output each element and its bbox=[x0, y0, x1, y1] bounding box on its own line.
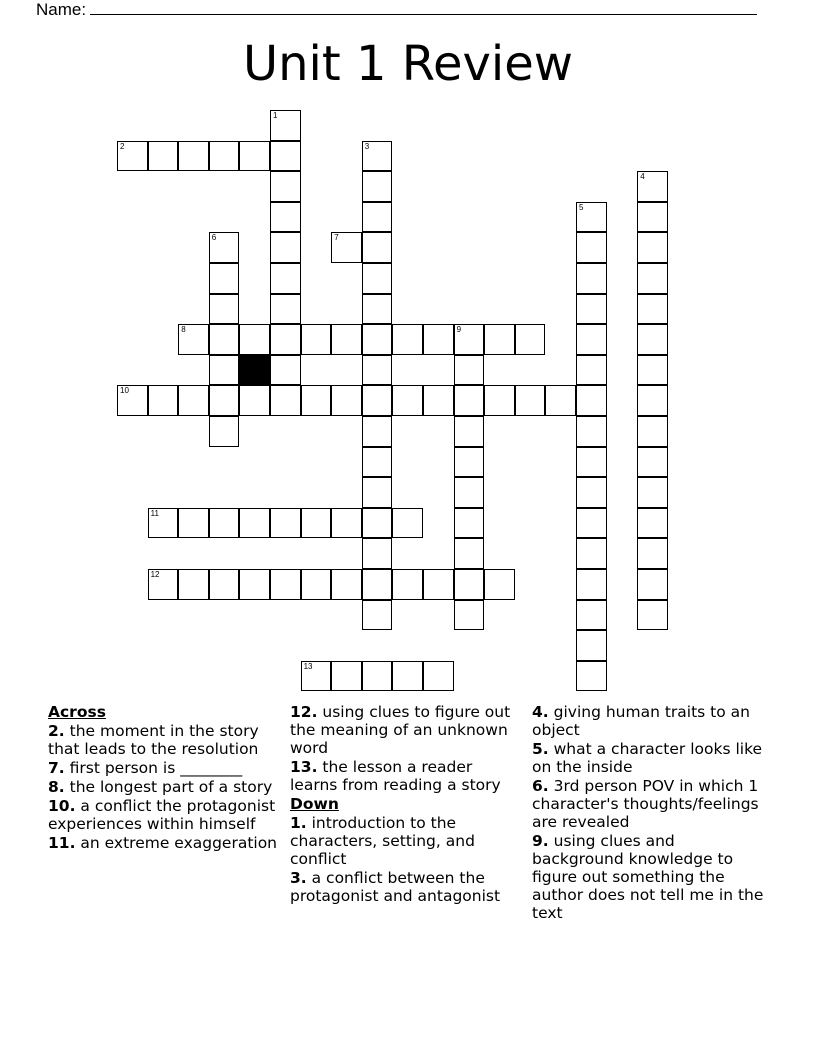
grid-cell[interactable] bbox=[576, 385, 607, 416]
grid-cell[interactable] bbox=[576, 202, 607, 233]
grid-cell[interactable] bbox=[637, 232, 668, 263]
grid-cell[interactable] bbox=[484, 324, 515, 355]
across-heading: Across bbox=[48, 703, 106, 721]
name-blank-line[interactable] bbox=[90, 0, 757, 15]
grid-cell[interactable] bbox=[637, 202, 668, 233]
grid-cell[interactable] bbox=[239, 324, 270, 355]
grid-cell[interactable] bbox=[178, 508, 209, 539]
grid-cell[interactable] bbox=[423, 569, 454, 600]
down-clue: 4. giving human traits to an object bbox=[532, 703, 750, 739]
clue-column-3 bbox=[532, 703, 766, 923]
cell-number: 11 bbox=[150, 508, 159, 518]
cell-number: 1 bbox=[273, 111, 278, 120]
grid-cell[interactable] bbox=[392, 661, 423, 692]
grid-cell[interactable] bbox=[454, 416, 485, 447]
grid-cell[interactable] bbox=[301, 508, 332, 539]
grid-cell[interactable] bbox=[392, 324, 423, 355]
clue-column-1 bbox=[48, 703, 282, 853]
grid-cell[interactable] bbox=[423, 324, 454, 355]
grid-cell[interactable] bbox=[270, 508, 301, 539]
name-field[interactable] bbox=[36, 0, 757, 20]
across-clue: 8. the longest part of a story bbox=[48, 778, 273, 796]
cell-number: 3 bbox=[364, 141, 370, 151]
grid-cell[interactable] bbox=[239, 385, 270, 416]
grid-cell[interactable] bbox=[637, 171, 668, 202]
grid-cell[interactable] bbox=[637, 569, 668, 600]
grid-cell[interactable] bbox=[270, 263, 301, 294]
across-clue: 2. the moment in the story that leads to the resolution bbox=[48, 722, 259, 758]
page-title: Unit 1 Review bbox=[242, 36, 574, 92]
grid-cell[interactable] bbox=[576, 538, 607, 569]
cell-number: 9 bbox=[456, 325, 462, 335]
grid-cell[interactable] bbox=[362, 171, 393, 202]
grid-cell[interactable] bbox=[301, 324, 332, 355]
grid-cell[interactable] bbox=[239, 508, 270, 539]
cell-number: 2 bbox=[120, 141, 125, 151]
grid-cell[interactable] bbox=[209, 232, 240, 263]
down-clue: 6. 3rd person POV in which 1 character's thoughts/feelings are revealed bbox=[532, 777, 759, 831]
grid-cell[interactable] bbox=[117, 385, 148, 416]
grid-cell[interactable] bbox=[331, 324, 362, 355]
grid-cell[interactable] bbox=[362, 385, 393, 416]
grid-cell[interactable] bbox=[178, 141, 209, 172]
grid-cell[interactable] bbox=[576, 508, 607, 539]
grid-cell[interactable] bbox=[392, 569, 423, 600]
grid-cell[interactable] bbox=[576, 477, 607, 508]
grid-cell[interactable] bbox=[209, 324, 240, 355]
grid-cell[interactable] bbox=[209, 294, 240, 325]
cell-number: 10 bbox=[120, 386, 129, 396]
across-clue: 13. the lesson a reader learns from reading a story bbox=[290, 758, 501, 794]
grid-cell[interactable] bbox=[362, 447, 393, 478]
grid-cell[interactable] bbox=[576, 416, 607, 447]
grid-cell[interactable] bbox=[454, 569, 485, 600]
grid-cell[interactable] bbox=[637, 385, 668, 416]
grid-cell[interactable] bbox=[362, 600, 393, 631]
grid-cell[interactable] bbox=[454, 355, 485, 386]
grid-cell[interactable] bbox=[362, 263, 393, 294]
grid-cell[interactable] bbox=[270, 202, 301, 233]
grid-cell[interactable] bbox=[178, 569, 209, 600]
grid-cell[interactable] bbox=[362, 324, 393, 355]
grid-cell[interactable] bbox=[454, 477, 485, 508]
grid-cell[interactable] bbox=[270, 385, 301, 416]
grid-cell[interactable] bbox=[209, 385, 240, 416]
black-square bbox=[239, 355, 270, 386]
grid-cell[interactable] bbox=[148, 141, 179, 172]
grid-cell[interactable] bbox=[178, 324, 209, 355]
grid-cell[interactable] bbox=[423, 385, 454, 416]
grid-cell[interactable] bbox=[576, 294, 607, 325]
grid-cell[interactable] bbox=[331, 508, 362, 539]
across-clue: 11. an extreme exaggeration bbox=[48, 834, 278, 852]
grid-cell[interactable] bbox=[576, 355, 607, 386]
grid-cell[interactable] bbox=[637, 263, 668, 294]
grid-cell[interactable] bbox=[362, 416, 393, 447]
clue-column-2 bbox=[290, 703, 524, 906]
grid-cell[interactable] bbox=[576, 569, 607, 600]
grid-cell[interactable] bbox=[576, 661, 607, 692]
down-clue: 3. a conflict between the protagonist and antagonist bbox=[290, 869, 501, 905]
grid-cell[interactable] bbox=[209, 416, 240, 447]
cell-number: 5 bbox=[579, 202, 584, 212]
cell-number: 13 bbox=[303, 661, 313, 671]
grid-cell[interactable] bbox=[270, 569, 301, 600]
grid-cell[interactable] bbox=[301, 661, 332, 692]
grid-cell[interactable] bbox=[239, 141, 270, 172]
down-clue: 1. introduction to the characters, setting, and conflict bbox=[290, 814, 475, 868]
grid-cell[interactable] bbox=[331, 232, 362, 263]
grid-cell[interactable] bbox=[576, 324, 607, 355]
grid-cell[interactable] bbox=[484, 569, 515, 600]
grid-cell[interactable] bbox=[270, 110, 301, 141]
grid-cell[interactable] bbox=[362, 355, 393, 386]
grid-cell[interactable] bbox=[454, 600, 485, 631]
grid-cell[interactable] bbox=[454, 324, 485, 355]
grid-cell[interactable] bbox=[576, 600, 607, 631]
grid-cell[interactable] bbox=[270, 324, 301, 355]
grid-cell[interactable] bbox=[576, 447, 607, 478]
grid-cell[interactable] bbox=[209, 141, 240, 172]
grid-cell[interactable] bbox=[637, 600, 668, 631]
grid-cell[interactable] bbox=[331, 661, 362, 692]
name-label: Name: bbox=[36, 0, 87, 19]
across-clue: 7. first person is ________ bbox=[48, 759, 243, 777]
grid-cell[interactable] bbox=[637, 416, 668, 447]
grid-cell[interactable] bbox=[637, 538, 668, 569]
grid-cell[interactable] bbox=[209, 508, 240, 539]
grid-cell[interactable] bbox=[148, 569, 179, 600]
grid-cell[interactable] bbox=[331, 385, 362, 416]
grid-cell[interactable] bbox=[423, 661, 454, 692]
down-clue: 9. using clues and background knowledge to figure out something the author does not tell me in the text bbox=[532, 832, 764, 922]
cell-number: 4 bbox=[640, 172, 645, 182]
grid-cell[interactable] bbox=[270, 141, 301, 172]
grid-cell[interactable] bbox=[576, 232, 607, 263]
grid-cell[interactable] bbox=[362, 141, 393, 172]
grid-cell[interactable] bbox=[270, 232, 301, 263]
grid-cell[interactable] bbox=[331, 569, 362, 600]
down-clue: 5. what a character looks like on the inside bbox=[532, 740, 763, 776]
grid-cell[interactable] bbox=[270, 355, 301, 386]
grid-cell[interactable] bbox=[239, 569, 270, 600]
grid-cell[interactable] bbox=[301, 385, 332, 416]
across-clue: 10. a conflict the protagonist experiences within himself bbox=[48, 797, 276, 833]
grid-cell[interactable] bbox=[392, 508, 423, 539]
grid-cell[interactable] bbox=[454, 508, 485, 539]
grid-cell[interactable] bbox=[209, 263, 240, 294]
grid-cell[interactable] bbox=[637, 324, 668, 355]
across-clue: 12. using clues to figure out the meaning of an unknown word bbox=[290, 703, 511, 757]
grid-cell[interactable] bbox=[454, 385, 485, 416]
cell-number: 6 bbox=[211, 233, 217, 243]
grid-cell[interactable] bbox=[637, 447, 668, 478]
grid-cell[interactable] bbox=[362, 294, 393, 325]
grid-cell[interactable] bbox=[515, 385, 546, 416]
grid-cell[interactable] bbox=[637, 477, 668, 508]
grid-cell[interactable] bbox=[209, 569, 240, 600]
grid-cell[interactable] bbox=[392, 385, 423, 416]
down-heading: Down bbox=[290, 795, 339, 813]
grid-cell[interactable] bbox=[362, 232, 393, 263]
grid-cell[interactable] bbox=[117, 141, 148, 172]
grid-cell[interactable] bbox=[178, 385, 209, 416]
grid-cell[interactable] bbox=[209, 355, 240, 386]
grid-cell[interactable] bbox=[362, 661, 393, 692]
cell-number: 7 bbox=[334, 233, 339, 243]
grid-cell[interactable] bbox=[545, 385, 576, 416]
grid-cell[interactable] bbox=[454, 538, 485, 569]
grid-cell[interactable] bbox=[301, 569, 332, 600]
cell-number: 12 bbox=[150, 570, 160, 579]
grid-cell[interactable] bbox=[637, 355, 668, 386]
cell-number: 8 bbox=[181, 325, 186, 335]
grid-cell[interactable] bbox=[148, 508, 179, 539]
grid-cell[interactable] bbox=[270, 171, 301, 202]
grid-cell[interactable] bbox=[362, 538, 393, 569]
grid-cell[interactable] bbox=[362, 202, 393, 233]
grid-cell[interactable] bbox=[637, 294, 668, 325]
grid-cell[interactable] bbox=[148, 385, 179, 416]
grid-cell[interactable] bbox=[362, 508, 393, 539]
grid-cell[interactable] bbox=[454, 447, 485, 478]
grid-cell[interactable] bbox=[576, 263, 607, 294]
grid-cell[interactable] bbox=[484, 385, 515, 416]
grid-cell[interactable] bbox=[637, 508, 668, 539]
grid-cell[interactable] bbox=[362, 569, 393, 600]
grid-cell[interactable] bbox=[576, 630, 607, 661]
grid-cell[interactable] bbox=[362, 477, 393, 508]
grid-cell[interactable] bbox=[515, 324, 546, 355]
grid-cell[interactable] bbox=[270, 294, 301, 325]
